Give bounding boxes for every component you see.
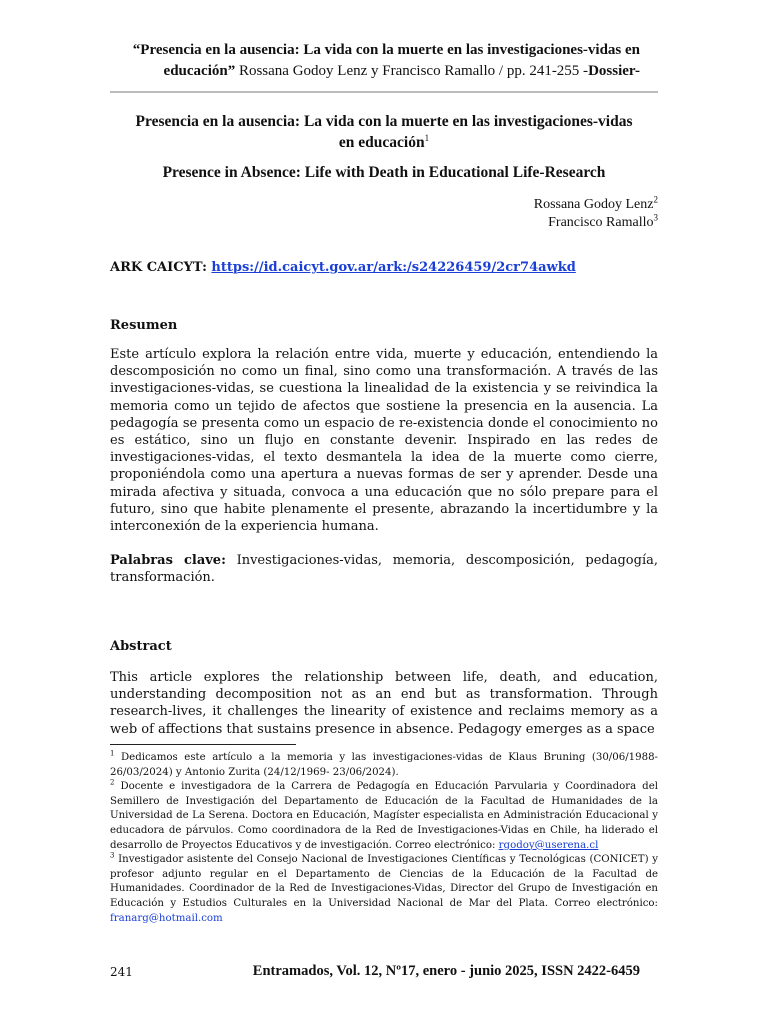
footnote-2-text: Docente e investigadora de la Carrera de Pedagogía en Educación Parvularia y Coordinadora del Semillero de Investigación del Departamento de Educación de la Facultad de Humanidades de la Universidad de La Serena. Doctora en Educación, Magíster especialista en Administración Educacional y educadora de párvulos. Como coordinadora de la Red de Investigaciones-Vidas en Chile, ha liderado el desarrollo de Proyectos Educativos y de investigación. Correo electrónico: [110, 781, 658, 851]
footnote-2 [110, 780, 658, 853]
abstract-heading: Abstract [110, 639, 172, 654]
title-spanish [110, 111, 658, 153]
author-list [534, 196, 658, 232]
footnote-3-text: Investigador asistente del Consejo Nacional de Investigaciones Científicas y Tecnológicas (CONICET) y profesor adjunto regular en el Departamento de Ciencias de la Educación de la Facultad de Humanidades. Coordinador de la Red de Investigaciones-Vidas, Director del Grupo de Investigación en Educación y Estudios Culturales en la Universidad Nacional de Mar del Plata. Correo electrónico: [110, 854, 658, 909]
email-link-ramallo[interactable]: franarg@hotmail.com [110, 912, 223, 924]
footnote-ref-1[interactable]: 1 [424, 132, 430, 143]
running-head-section: Dossier- [588, 63, 640, 79]
journal-citation: Entramados, Vol. 12, Nº17, enero - junio 2025, ISSN 2422-6459 [252, 963, 640, 979]
footnote-2-number: 2 [110, 778, 115, 787]
header-divider [110, 91, 658, 93]
abstract-body: This article explores the relationship between life, death, and education, understanding decomposition not as an end but as transformation. Through research-lives, it challenges the linearity of existence and reclaims memory as a web of affections that sustains presence in absence. Pedagogy emerges as a space [110, 670, 658, 737]
footnote-1-text: Dedicamos este artículo a la memoria y las investigaciones-vidas de Klaus Bruning (30/06/1988-26/03/2024) y Antonio Zurita (24/12/1969- 23/06/2024). [110, 752, 658, 778]
title-spanish-line-2-text: en educación [338, 134, 425, 151]
page-number: 241 [110, 965, 133, 979]
author-2 [534, 214, 658, 232]
footnote-3-number: 3 [110, 851, 115, 860]
running-head [110, 40, 640, 82]
footnote-3 [110, 853, 658, 926]
footnote-1-number: 1 [110, 749, 115, 758]
title-english: Presence in Absence: Life with Death in Educational Life-Research [162, 164, 606, 181]
running-head-authors-pages: Rossana Godoy Lenz y Francisco Ramallo / pp. 241-255 - [235, 63, 589, 79]
title-spanish-line-2 [110, 132, 658, 153]
footnote-separator [110, 744, 296, 745]
title-spanish-line-1: Presencia en la ausencia: La vida con la muerte en las investigaciones-vidas [135, 113, 633, 130]
ark-label: ARK CAICYT: [110, 260, 212, 275]
email-link-godoy[interactable]: rgodoy@userena.cl [498, 839, 599, 851]
author-1 [534, 196, 658, 214]
keywords [110, 552, 658, 586]
running-head-line-1: “Presencia en la ausencia: La vida con la muerte en las investigaciones-vidas en [132, 42, 640, 58]
keywords-list: Investigaciones-vidas, memoria, descomposición, pedagogía, transformación. [110, 553, 658, 586]
footnotes [110, 751, 658, 926]
resumen-body: Este artículo explora la relación entre vida, muerte y educación, entendiendo la descomposición no como un final, sino como una transformación. A través de las investigaciones-vidas, se cuestiona la linealidad de la existencia y se reivindica la memoria como un tejido de afectos que sostiene la presencia en la ausencia. La pedagogía se presenta como un espacio de re-existencia donde el conocimiento no es estático, sino un flujo en constante devenir. Inspirado en las redes de investigaciones-vidas, el texto desmantela la idea de la muerte como cierre, proponiéndola como una apertura a nuevas formas de ser y aprender. Desde una mirada afectiva y situada, convoca a una educación que no sólo prepare para el futuro, sino que habite plenamente el presente, abrazando la incertidumbre y la interconexión de la experiencia humana. [110, 347, 658, 535]
footnote-1 [110, 751, 658, 780]
footnote-ref-2[interactable]: 2 [653, 194, 658, 205]
running-head-title-end: educación” [163, 63, 236, 79]
author-2-name: Francisco Ramallo [548, 215, 654, 230]
resumen-heading: Resumen [110, 318, 178, 333]
running-head-line-2 [110, 61, 640, 82]
footnote-ref-3[interactable]: 3 [653, 212, 658, 223]
keywords-label: Palabras clave: [110, 553, 226, 568]
ark-identifier [110, 259, 576, 277]
ark-link[interactable]: https://id.caicyt.gov.ar/ark:/s24226459/2cr74awkd [211, 260, 576, 275]
author-1-name: Rossana Godoy Lenz [533, 197, 654, 212]
